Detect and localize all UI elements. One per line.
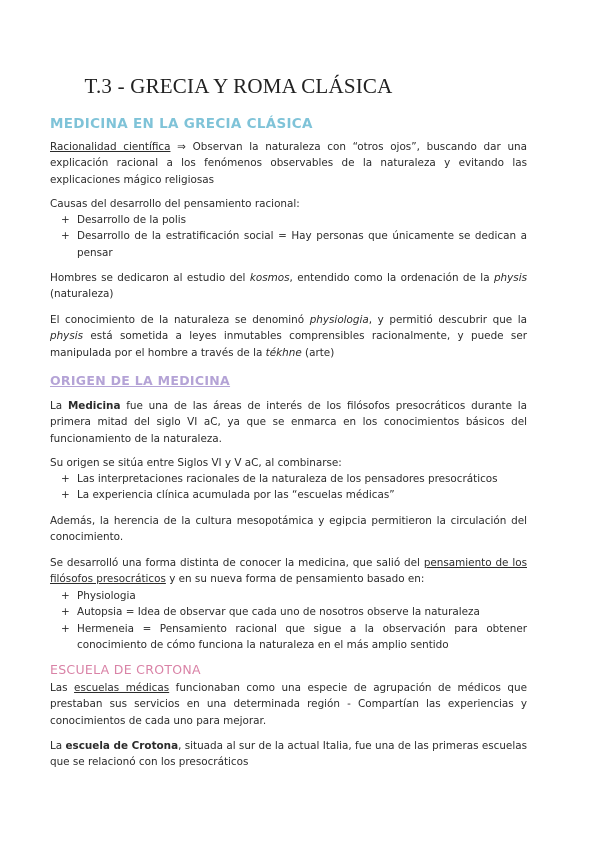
section-heading-origen: ORIGEN DE LA MEDICINA bbox=[50, 373, 231, 388]
paragraph-text: Observan la naturaleza con “otros ojos”, buscando dar una explicación racional a los fenómenos observables de la naturaleza y evitando las explicaciones mágico religiosas bbox=[50, 141, 527, 186]
bullet-glyph: + bbox=[61, 230, 70, 243]
paragraph-forma-distinta bbox=[50, 555, 527, 588]
paragraph-racionalidad bbox=[50, 139, 527, 188]
forms-list bbox=[50, 588, 527, 654]
list-item bbox=[50, 487, 527, 503]
text-run: Hombres se dedicaron al estudio del bbox=[50, 272, 250, 284]
paragraph-crotona bbox=[50, 738, 527, 771]
list-item-text: Autopsia = Idea de observar que cada uno de nosotros observe la naturaleza bbox=[77, 606, 480, 619]
term-escuela-crotona: escuela de Crotona bbox=[65, 740, 179, 752]
bullet-glyph: + bbox=[61, 590, 70, 602]
list-item bbox=[50, 228, 527, 261]
paragraph-herencia: Además, la herencia de la cultura mesopotámica y egipcia permitieron la circulación del conocimiento. bbox=[50, 515, 527, 544]
text-run: fue una de las áreas de interés de los filósofos presocráticos durante la primera mitad del siglo VI aC, ya que se enmarca en los conocimientos básicos del funcionamiento de la naturaleza. bbox=[50, 400, 527, 445]
text-run: El conocimiento de la naturaleza se denominó bbox=[50, 314, 310, 326]
paragraph-medicina bbox=[50, 398, 527, 447]
list-item-text: Las interpretaciones racionales de la naturaleza de los pensadores presocráticos bbox=[77, 473, 498, 485]
term-physis: physis bbox=[50, 330, 84, 343]
list-item bbox=[50, 212, 527, 228]
bullet-glyph: + bbox=[61, 489, 70, 502]
term-physiologia: physiologia bbox=[309, 314, 369, 326]
list-item bbox=[50, 621, 527, 654]
text-run: (naturaleza) bbox=[50, 288, 114, 301]
bullet-glyph: + bbox=[61, 606, 70, 619]
text-run: (arte) bbox=[301, 346, 335, 359]
text-run: La bbox=[50, 400, 68, 412]
list-item-text: Desarrollo de la polis bbox=[77, 214, 187, 226]
bullet-glyph: + bbox=[61, 473, 70, 485]
text-run: funcionaban como una especie de agrupación de médicos que prestaban sus servicios en una determinada región - Compartían las experiencias y conocimientos de cada uno para mejorar. bbox=[50, 682, 527, 727]
arrow-glyph: ⇒ bbox=[170, 141, 193, 153]
paragraph-physiologia bbox=[50, 312, 527, 361]
term-tekhne: tékhne bbox=[265, 346, 302, 359]
list-item-text: Physiologia bbox=[77, 590, 136, 602]
causes-intro: Causas del desarrollo del pensamiento racional: bbox=[50, 198, 300, 210]
origin-intro: Su origen se sitúa entre Siglos VI y V aC, al combinarse: bbox=[50, 457, 342, 469]
term-medicina: Medicina bbox=[67, 400, 121, 412]
text-run: La bbox=[50, 740, 66, 752]
term-racionalidad: Racionalidad científica bbox=[50, 141, 171, 153]
paragraph-escuelas-medicas bbox=[50, 680, 527, 729]
section-heading-crotona: ESCUELA DE CROTONA bbox=[50, 662, 201, 677]
text-run: , y permitió descubrir que la bbox=[368, 314, 527, 326]
list-item bbox=[50, 471, 527, 487]
origin-list bbox=[50, 471, 527, 504]
page-title: T.3 - GRECIA Y ROMA CLÁSICA bbox=[84, 74, 393, 98]
text-run: Las bbox=[50, 682, 75, 694]
bullet-glyph: + bbox=[61, 214, 70, 226]
link-pensamiento[interactable]: pensamiento de los filósofos presocráticos bbox=[50, 557, 527, 586]
text-run: está sometida a leyes inmutables comprensibles racionalmente, y puede ser manipulada por el hombre a través de la bbox=[50, 330, 527, 359]
list-item-text: Hermeneia = Pensamiento racional que sigue a la observación para obtener conocimiento de cómo funciona la naturaleza en el más amplio sentido bbox=[77, 622, 527, 652]
term-physis: physis bbox=[493, 272, 527, 284]
text-run: Se desarrolló una forma distinta de conocer la medicina, que salió del bbox=[50, 557, 424, 569]
list-item bbox=[50, 588, 527, 604]
list-item bbox=[50, 604, 527, 620]
section-heading-medicina-grecia: MEDICINA EN LA GRECIA CLÁSICA bbox=[50, 116, 313, 132]
causes-list bbox=[50, 212, 527, 261]
term-kosmos: kosmos bbox=[249, 272, 290, 284]
text-run: , situada al sur de la actual Italia, fue una de las primeras escuelas que se relacionó con los presocráticos bbox=[50, 740, 527, 769]
bullet-glyph: + bbox=[61, 622, 70, 635]
list-item-text: La experiencia clínica acumulada por las “escuelas médicas” bbox=[77, 489, 395, 502]
text-run: y en su nueva forma de pensamiento basado en: bbox=[165, 573, 425, 586]
text-run: , entendido como la ordenación de la bbox=[289, 272, 494, 284]
paragraph-kosmos bbox=[50, 270, 527, 303]
link-escuelas-medicas[interactable]: escuelas médicas bbox=[74, 682, 170, 694]
list-item-text: Desarrollo de la estratificación social = Hay personas que únicamente se dedican a pensar bbox=[77, 230, 527, 259]
